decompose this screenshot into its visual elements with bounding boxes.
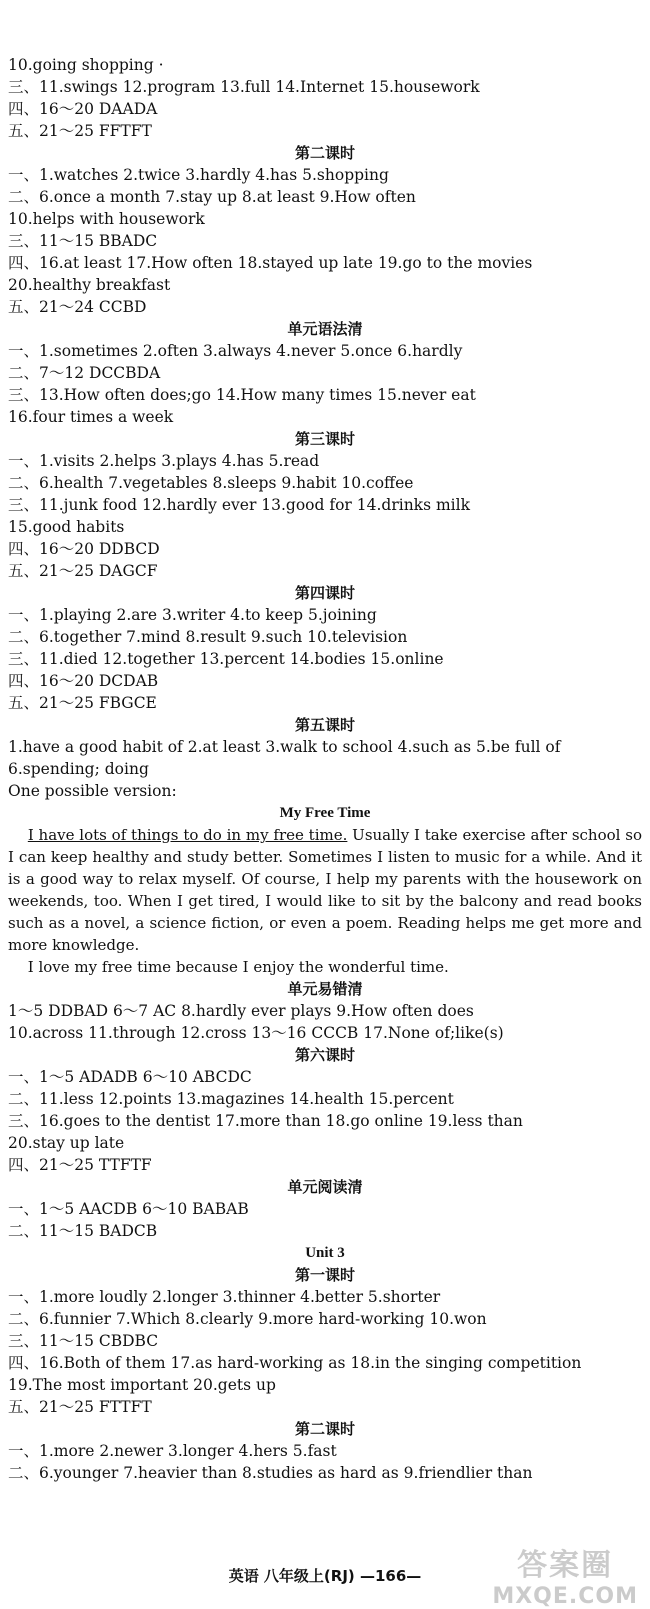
answer-line: 三、16.goes to the dentist 17.more than 18.go online 19.less than: [8, 1112, 523, 1130]
answer-line: 二、6.together 7.mind 8.result 9.such 10.television: [8, 628, 408, 646]
answer-line: 一、1.visits 2.helps 3.plays 4.has 5.read: [8, 452, 320, 470]
answer-line: 10.going shopping ·: [8, 56, 164, 74]
answer-line: 四、16～20 DDBCD: [8, 540, 160, 558]
answer-line: 三、11～15 BBADC: [8, 232, 158, 250]
answer-line: 15.good habits: [8, 518, 125, 536]
answer-line: 四、21～25 TTFTF: [8, 1156, 152, 1174]
answer-line: 三、11.died 12.together 13.percent 14.bodies 15.online: [8, 650, 444, 668]
page-footer: 英语 八年级上(RJ) —166—: [228, 1567, 422, 1585]
essay-closing-para: [8, 956, 642, 978]
answer-line: 二、6.funnier 7.Which 8.clearly 9.more hard-working 10.won: [8, 1310, 487, 1328]
answer-line: 四、16～20 DAADA: [8, 100, 158, 118]
answer-line: 20.healthy breakfast: [8, 276, 171, 294]
answer-line: 16.four times a week: [8, 408, 174, 426]
answer-line: 一、1.playing 2.are 3.writer 4.to keep 5.joining: [8, 606, 377, 624]
watermark-cn: 答案圈: [517, 1548, 614, 1583]
answer-page: [8, 54, 642, 1484]
essay-topic-sentence: I have lots of things to do in my free time.: [27, 826, 348, 844]
answer-line: 四、16.Both of them 17.as hard-working as 18.in the singing competition: [8, 1354, 582, 1372]
answer-line: 四、16.at least 17.How often 18.stayed up late 19.go to the movies: [8, 254, 533, 272]
answer-line: 20.stay up late: [8, 1134, 125, 1152]
answer-line: 五、21～24 CCBD: [8, 298, 147, 316]
answer-line: 二、6.once a month 7.stay up 8.at least 9.How often: [8, 188, 416, 206]
section-heading: 第五课时: [294, 716, 355, 734]
section-heading: 第二课时: [294, 144, 355, 162]
answer-line: 10.across 11.through 12.cross 13～16 CCCB 17.None of;like(s): [8, 1024, 504, 1042]
section-heading: 单元语法清: [287, 320, 363, 338]
answer-line: 三、11.swings 12.program 13.full 14.Internet 15.housework: [8, 78, 480, 96]
answer-line: 一、1～5 AACDB 6～10 BABAB: [8, 1200, 249, 1218]
answer-line: 四、16～20 DCDAB: [8, 672, 159, 690]
unit-heading: Unit 3: [305, 1245, 345, 1261]
answer-line: 五、21～25 FFTFT: [8, 122, 152, 140]
answer-line: 二、6.younger 7.heavier than 8.studies as hard as 9.friendlier than: [8, 1464, 533, 1482]
section-heading: 第四课时: [294, 584, 355, 602]
essay-body: [8, 824, 642, 956]
answer-line: 6.spending; doing: [8, 760, 149, 778]
answer-line: 10.helps with housework: [8, 210, 205, 228]
answer-line: 三、11.junk food 12.hardly ever 13.good for 14.drinks milk: [8, 496, 470, 514]
section-heading: 第六课时: [294, 1046, 355, 1064]
answer-line: 三、11～15 CBDBC: [8, 1332, 159, 1350]
essay-main-text: Usually I take exercise after school so I can keep healthy and study better. Sometimes I listen to music for a while. And it is a good way to relax myself. Of course, I help my parents with the housework on weekends, too. When I get tired, I would like to sit by the balcony and read books such as a novel, a science fiction, or even a poem. Reading helps me get more and more knowledge.: [8, 826, 642, 954]
essay-closing: I love my free time because I enjoy the wonderful time.: [27, 958, 449, 976]
watermark-logo: [492, 1540, 638, 1609]
section-heading: 第三课时: [294, 430, 355, 448]
answer-line: 五、21～25 FBGCE: [8, 694, 157, 712]
section-heading: 第一课时: [294, 1266, 355, 1284]
answer-line: 五、21～25 DAGCF: [8, 562, 158, 580]
section-heading: 第二课时: [294, 1420, 355, 1438]
answer-line: One possible version:: [8, 782, 177, 800]
answer-line: 二、7～12 DCCBDA: [8, 364, 161, 382]
section-heading: 单元阅读清: [287, 1178, 363, 1196]
answer-line: 二、11.less 12.points 13.magazines 14.health 15.percent: [8, 1090, 454, 1108]
answer-line: 1.have a good habit of 2.at least 3.walk to school 4.such as 5.be full of: [8, 738, 561, 756]
answer-line: 一、1～5 ADADB 6～10 ABCDC: [8, 1068, 252, 1086]
answer-line: 一、1.more 2.newer 3.longer 4.hers 5.fast: [8, 1442, 337, 1460]
answer-line: 一、1.sometimes 2.often 3.always 4.never 5.once 6.hardly: [8, 342, 463, 360]
answer-line: 一、1.watches 2.twice 3.hardly 4.has 5.shopping: [8, 166, 389, 184]
answer-line: 二、11～15 BADCB: [8, 1222, 158, 1240]
answer-line: 三、13.How often does;go 14.How many times 15.never eat: [8, 386, 476, 404]
answer-line: 1～5 DDBAD 6～7 AC 8.hardly ever plays 9.How often does: [8, 1002, 474, 1020]
answer-line: 五、21～25 FTTFT: [8, 1398, 152, 1416]
watermark-en: MXQE.COM: [492, 1584, 638, 1609]
answer-line: 19.The most important 20.gets up: [8, 1376, 276, 1394]
answer-line: 一、1.more loudly 2.longer 3.thinner 4.better 5.shorter: [8, 1288, 441, 1306]
essay-title: My Free Time: [279, 805, 371, 821]
answer-line: 二、6.health 7.vegetables 8.sleeps 9.habit 10.coffee: [8, 474, 414, 492]
section-heading: 单元易错清: [287, 980, 363, 998]
